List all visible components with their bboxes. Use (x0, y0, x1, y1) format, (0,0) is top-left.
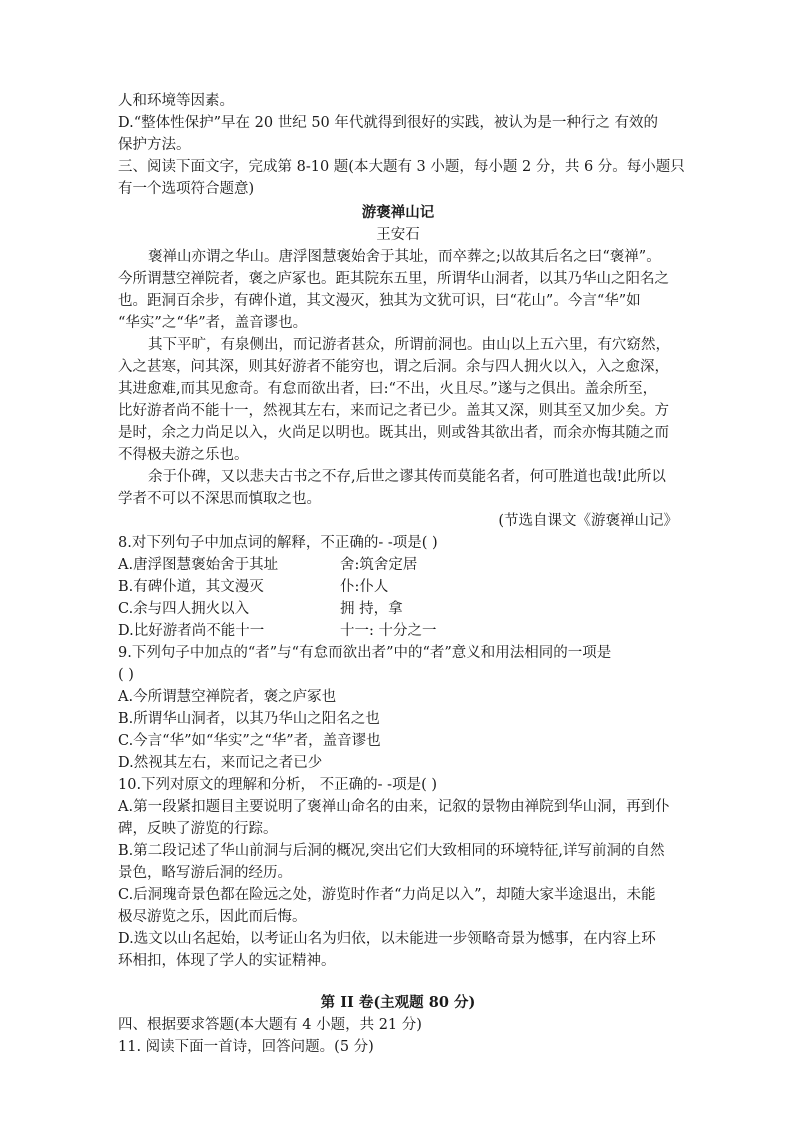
question-10 (118, 774, 678, 972)
passage-line: 褒禅山亦谓之华山。唐浮图慧褒始舍于其址，而卒葬之;以故其后名之曰“褒禅”。 (148, 249, 661, 265)
option-b[interactable] (118, 576, 678, 598)
passage-line: 比好游者尚不能十一，然视其左右，来而记之者已少。盖其又深，则其至又加少矣。方 (118, 403, 669, 419)
text-line: 保护方法。 (118, 137, 191, 153)
question-8 (118, 532, 678, 642)
option-c[interactable]: C.今言“华”如“华实”之“华”者，盖音谬也 (118, 733, 381, 749)
option-c[interactable] (118, 884, 678, 928)
option-d[interactable] (118, 620, 678, 642)
option-line: 极尽游览之乐，因此而后悔。 (118, 909, 307, 925)
option-explanation: 仆:仆人 (340, 579, 389, 595)
option-line: 环相扣，体现了学人的实证精神。 (118, 953, 336, 969)
passage-paragraph-3 (118, 466, 678, 510)
exam-page (118, 90, 685, 1058)
option-d-previous: D.“整体性保护”早在 20 世纪 50 年代就得到很好的实践，被认为是一种行之 有效的 (118, 115, 658, 131)
option-text: B.有碑仆道，其文漫灭 (118, 579, 264, 595)
passage-line: 余于仆碑，又以悲夫古书之不存,后世之谬其传而莫能名者，何可胜道也哉!此所以 (148, 469, 666, 485)
option-explanation: 十一: 十分之一 (340, 623, 437, 639)
passage-line: 不得极夫游之乐也。 (118, 447, 249, 463)
option-line: A.第一段紧扣题目主要说明了褒禅山命名的由来，记叙的景物由禅院到华山洞，再到仆 (118, 799, 670, 815)
option-b[interactable] (118, 840, 678, 884)
option-line: 景色，略写游后洞的经历。 (118, 865, 292, 881)
answer-bracket: ( ) (118, 667, 134, 683)
option-a[interactable]: A.今所谓慧空禅院者，褒之庐冢也 (118, 689, 337, 705)
option-a[interactable] (118, 554, 678, 576)
passage-line: 学者不可以不深思而慎取之也。 (118, 491, 321, 507)
option-line: C.后洞瑰奇景色都在险远之处，游览时作者“力尚足以入”，却随大家半途退出，未能 (118, 887, 656, 903)
text-line: 人和环境等因素。 (118, 93, 234, 109)
option-line: 碑，反映了游览的行踪。 (118, 821, 278, 837)
passage-line: “华实”之“华”者，盖音谬也。 (118, 315, 308, 331)
question-stem: 9.下列句子中加点的“者”与“有怠而欲出者”中的“者”意义和用法相同的一项是 (118, 645, 612, 661)
option-line: D.选文以山名起始，以考证山名为归依，以未能进一步领略奇景为憾事，在内容上环 (118, 931, 656, 947)
section-3-heading-cont: 有一个选项符合题意) (118, 181, 255, 197)
option-a[interactable] (118, 796, 678, 840)
option-text: C.余与四人拥火以入 (118, 601, 250, 617)
spacer (118, 972, 678, 992)
section-4-heading: 四、根据要求答题(本大题有 4 小题，共 21 分) (118, 1017, 422, 1033)
question-9 (118, 642, 678, 774)
passage-line: 是时，余之力尚足以入，火尚足以明也。既其出，则或咎其欲出者，而余亦悔其随之而 (118, 425, 669, 441)
passage-author: 王安石 (376, 227, 420, 243)
section-3-heading: 三、阅读下面文字，完成第 8-10 题(本大题有 3 小题，每小题 2 分，共 6 分。每小题只 (118, 159, 685, 175)
part-2-title: 第 II 卷(主观题 80 分) (320, 994, 476, 1011)
option-explanation: 拥 持，拿 (340, 601, 403, 617)
option-line: B.第二段记述了华山前洞与后洞的概况,突出它们大致相同的环境特征,详写前洞的自然 (118, 843, 665, 859)
question-stem: 8.对下列句子中加点词的解释，不正确的- -项是( ) (118, 535, 438, 551)
option-d[interactable] (118, 928, 678, 972)
passage-paragraph-1 (118, 246, 678, 334)
option-d[interactable]: D.然视其左右，来而记之者已少 (118, 755, 323, 771)
passage-line: 也。距洞百余步，有碑仆道，其文漫灭，独其为文犹可识，曰“花山”。今言“华”如 (118, 293, 641, 309)
passage-line: 其下平旷，有泉侧出，而记游者甚众，所谓前洞也。由山以上五六里，有穴窈然， (148, 337, 670, 353)
option-text: A.唐浮图慧褒始舍于其址 (118, 557, 279, 573)
question-11-stem: 11. 阅读下面一首诗，回答问题。(5 分) (118, 1039, 374, 1055)
passage-paragraph-2 (118, 334, 678, 466)
option-explanation: 舍:筑舍定居 (340, 557, 418, 573)
option-b[interactable]: B.所谓华山洞者，以其乃华山之阳名之也 (118, 711, 380, 727)
question-stem: 10.下列对原文的理解和分析， 不正确的- -项是( ) (118, 777, 437, 793)
passage-title: 游褒禅山记 (361, 204, 435, 221)
passage-line: 其进愈难,而其见愈奇。有怠而欲出者，曰:“不出，火且尽。”遂与之俱出。盖余所至， (118, 381, 658, 397)
passage-line: 入之甚寒，问其深，则其好游者不能穷也，谓之后洞。余与四人拥火以入，入之愈深， (118, 359, 669, 375)
passage-line: 今所谓慧空禅院者，褒之庐冢也。距其院东五里，所谓华山洞者，以其乃华山之阳名之 (118, 271, 669, 287)
option-text: D.比好游者尚不能十一 (118, 623, 265, 639)
passage-source: (节选自课文《游褒禅山记》 (498, 513, 678, 529)
option-c[interactable] (118, 598, 678, 620)
